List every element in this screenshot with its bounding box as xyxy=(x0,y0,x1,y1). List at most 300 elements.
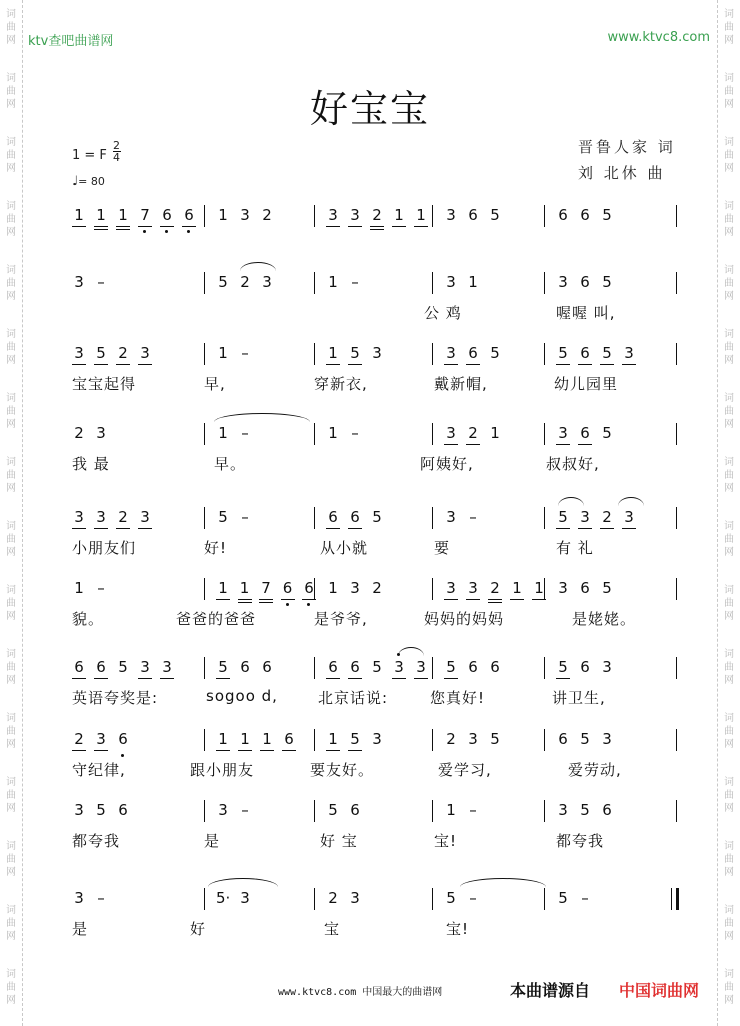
note: 5 xyxy=(556,657,570,677)
bar-line xyxy=(676,507,677,529)
watermark-glyph: 网 xyxy=(6,99,16,110)
watermark-glyph-group xyxy=(0,968,22,1007)
note: 6 xyxy=(468,658,478,676)
watermark-glyph: 曲 xyxy=(724,726,734,737)
watermark-glyph: 词 xyxy=(6,73,16,84)
watermark-glyph: 曲 xyxy=(6,662,16,673)
lyric-phrase: 是 xyxy=(204,832,221,850)
lyricist-credit: 晋鲁人家 词 xyxy=(578,138,676,156)
watermark-glyph: 网 xyxy=(724,611,734,622)
quarter-note-icon: ♩ xyxy=(72,174,79,189)
watermark-glyph-group xyxy=(0,392,22,431)
watermark-glyph: 曲 xyxy=(6,406,16,417)
note: 3 xyxy=(74,889,84,907)
watermark-glyph: 词 xyxy=(6,521,16,532)
watermark-glyph: 曲 xyxy=(724,278,734,289)
note: 6 xyxy=(578,343,592,363)
watermark-glyph: 词 xyxy=(724,137,734,148)
note: 2 xyxy=(466,423,480,443)
lyric-phrase: 是爷爷, xyxy=(314,610,368,628)
note: 1 xyxy=(468,273,478,291)
note: 3 xyxy=(444,343,458,363)
time-numerator: 2 xyxy=(113,139,120,152)
watermark-glyph: 词 xyxy=(724,329,734,340)
lyric-phrase: 您真好! xyxy=(430,689,486,707)
lyric-phrase: 戴新帽, xyxy=(434,375,488,393)
watermark-glyph: 曲 xyxy=(6,918,16,929)
bar-line xyxy=(204,657,205,679)
note: 5 xyxy=(94,343,108,363)
lyric-phrase: sogoo d, xyxy=(206,687,278,705)
score-row xyxy=(64,423,684,493)
note: 3 xyxy=(556,423,570,443)
bar-line xyxy=(544,205,545,227)
watermark-glyph-group xyxy=(718,392,740,431)
watermark-glyph-group xyxy=(718,968,740,1007)
note: 1 xyxy=(328,273,338,291)
bar-line xyxy=(314,205,315,227)
bar-line xyxy=(204,729,205,751)
watermark-glyph: 网 xyxy=(6,867,16,878)
note: 2 xyxy=(328,889,338,907)
note: 6 xyxy=(350,801,360,819)
note: – xyxy=(241,344,249,362)
note: 3 xyxy=(350,889,360,907)
bar-line xyxy=(314,729,315,751)
watermark-glyph-group xyxy=(718,904,740,943)
bar-line xyxy=(314,888,315,910)
watermark-glyph: 曲 xyxy=(6,278,16,289)
lyric-phrase: 我 最 xyxy=(72,455,110,473)
bar-line xyxy=(204,423,205,445)
lyric-phrase: 早。 xyxy=(214,455,247,473)
watermark-glyph: 曲 xyxy=(724,214,734,225)
lyric-phrase: 阿姨好, xyxy=(420,455,474,473)
lyric-phrase: 爸爸的爸爸 xyxy=(176,610,257,628)
watermark-glyph-group xyxy=(0,840,22,879)
note: 6 xyxy=(466,343,480,363)
watermark-glyph: 曲 xyxy=(6,534,16,545)
watermark-glyph: 词 xyxy=(6,329,16,340)
note: 2 xyxy=(446,730,456,748)
watermark-glyph: 曲 xyxy=(6,150,16,161)
song-title: 好宝宝 xyxy=(309,87,430,131)
note: 6 xyxy=(282,729,296,749)
key-signature: 1 = F xyxy=(72,148,107,163)
time-signature xyxy=(113,140,121,163)
bar-line xyxy=(432,800,433,822)
note: 1 xyxy=(238,729,252,749)
note: – xyxy=(97,273,105,291)
lyric-phrase: 是 xyxy=(72,920,89,938)
note: 3 xyxy=(602,658,612,676)
bar-line xyxy=(676,423,677,445)
bar-line xyxy=(432,343,433,365)
lyric-phrase: 穿新衣, xyxy=(314,375,368,393)
note: 5 xyxy=(218,273,228,291)
watermark-glyph: 网 xyxy=(724,739,734,750)
lyric-phrase: 都夸我 xyxy=(72,832,121,850)
note: 6 xyxy=(302,578,316,598)
bar-line xyxy=(544,800,545,822)
note: 1 xyxy=(116,205,130,225)
watermark-glyph-group xyxy=(0,8,22,47)
watermark-glyph: 网 xyxy=(724,483,734,494)
watermark-glyph: 词 xyxy=(6,777,16,788)
watermark-glyph: 网 xyxy=(6,675,16,686)
note: – xyxy=(241,801,249,819)
lyric-phrase: 宝 xyxy=(324,920,341,938)
bar-line xyxy=(676,729,677,751)
header-site-url[interactable]: www.ktvc8.com xyxy=(607,30,710,45)
note: 1 xyxy=(218,424,228,442)
bar-line xyxy=(314,800,315,822)
watermark-glyph: 词 xyxy=(724,73,734,84)
watermark-glyph-group xyxy=(0,456,22,495)
watermark-glyph: 网 xyxy=(724,419,734,430)
watermark-glyph-group xyxy=(718,584,740,623)
bar-line xyxy=(676,800,677,822)
note: 6 xyxy=(348,657,362,677)
composer-credit: 刘 北休 曲 xyxy=(578,164,666,182)
note: 5 xyxy=(558,889,568,907)
note: 6 xyxy=(326,657,340,677)
watermark-glyph: 网 xyxy=(724,99,734,110)
tie-slur xyxy=(558,497,584,506)
bar-line xyxy=(544,657,545,679)
note: 7 xyxy=(259,578,273,598)
note: 5 xyxy=(602,273,612,291)
note: 2 xyxy=(372,579,382,597)
note: – xyxy=(97,579,105,597)
note: 2 xyxy=(262,206,272,224)
watermark-glyph-group xyxy=(718,8,740,47)
watermark-glyph: 词 xyxy=(724,265,734,276)
lyric-phrase: 好 宝 xyxy=(320,832,358,850)
tempo-marking xyxy=(72,174,105,189)
note: 5 xyxy=(490,206,500,224)
note: 5 xyxy=(96,801,106,819)
note: 5 xyxy=(490,730,500,748)
note: – xyxy=(581,889,589,907)
note: 3 xyxy=(74,801,84,819)
note: 6 xyxy=(281,578,295,598)
note: 1 xyxy=(414,205,428,225)
note: 3 xyxy=(138,657,152,677)
note: – xyxy=(241,508,249,526)
watermark-glyph: 词 xyxy=(6,9,16,20)
watermark-glyph: 词 xyxy=(724,521,734,532)
watermark-glyph-group xyxy=(0,520,22,559)
note: 1 xyxy=(216,578,230,598)
watermark-glyph: 词 xyxy=(6,905,16,916)
note: 3 xyxy=(94,507,108,527)
note: 3 xyxy=(466,578,480,598)
watermark-glyph: 曲 xyxy=(724,534,734,545)
note: 1 xyxy=(218,206,228,224)
note: 2 xyxy=(116,343,130,363)
watermark-glyph: 曲 xyxy=(724,662,734,673)
bar-line xyxy=(544,729,545,751)
note: 1 xyxy=(326,729,340,749)
lyric-phrase: 跟小朋友 xyxy=(190,761,255,779)
note: 6 xyxy=(558,730,568,748)
watermark-glyph: 词 xyxy=(724,969,734,980)
note: 2 xyxy=(370,205,384,225)
note: 3 xyxy=(414,657,428,677)
note: 5· xyxy=(216,889,231,907)
watermark-glyph: 网 xyxy=(724,675,734,686)
bar-line xyxy=(204,578,205,600)
bar-line xyxy=(676,343,677,365)
lyric-phrase: 宝! xyxy=(434,832,458,850)
watermark-glyph: 词 xyxy=(6,457,16,468)
watermark-glyph-group xyxy=(718,712,740,751)
watermark-glyph: 词 xyxy=(724,841,734,852)
footer-brand[interactable]: 中国词曲网 xyxy=(619,981,700,1000)
watermark-glyph: 词 xyxy=(6,585,16,596)
note: 3 xyxy=(326,205,340,225)
watermark-glyph: 网 xyxy=(6,547,16,558)
watermark-glyph: 网 xyxy=(724,803,734,814)
bar-line xyxy=(544,343,545,365)
lyric-phrase: 是姥姥。 xyxy=(572,610,637,628)
watermark-glyph: 词 xyxy=(6,265,16,276)
bar-line xyxy=(204,272,205,294)
watermark-glyph: 词 xyxy=(6,649,16,660)
watermark-glyph: 网 xyxy=(724,163,734,174)
lyric-phrase: 守纪律, xyxy=(72,761,126,779)
tie-slur xyxy=(214,413,310,422)
lyric-phrase: 有 礼 xyxy=(556,539,594,557)
note: 1 xyxy=(74,579,84,597)
bar-line xyxy=(432,272,433,294)
bar-line xyxy=(432,578,433,600)
footer-url[interactable]: www.ktvc8.com 中国最大的曲谱网 xyxy=(278,987,443,998)
note: 6 xyxy=(326,507,340,527)
watermark-glyph-group xyxy=(718,264,740,303)
watermark-glyph: 网 xyxy=(6,931,16,942)
note: 3 xyxy=(468,730,478,748)
note: 1 xyxy=(326,343,340,363)
bar-line xyxy=(676,888,679,910)
score-row xyxy=(64,888,684,958)
bar-line xyxy=(676,657,677,679)
note: 6 xyxy=(116,729,130,749)
note: 6 xyxy=(262,658,272,676)
note: 5 xyxy=(372,658,382,676)
bar-line xyxy=(204,507,205,529)
watermark-glyph: 网 xyxy=(6,163,16,174)
note: 3 xyxy=(578,507,592,527)
note: 3 xyxy=(446,273,456,291)
watermark-glyph: 网 xyxy=(6,419,16,430)
bar-line xyxy=(314,343,315,365)
note: 3 xyxy=(218,801,228,819)
note: 5 xyxy=(348,729,362,749)
watermark-glyph: 网 xyxy=(6,483,16,494)
watermark-glyph: 词 xyxy=(724,649,734,660)
bar-line xyxy=(204,888,205,910)
note: 3 xyxy=(94,729,108,749)
note: 5 xyxy=(218,508,228,526)
note: 3 xyxy=(262,273,272,291)
note: 6 xyxy=(182,205,196,225)
left-margin-strip xyxy=(0,0,23,1026)
watermark-glyph: 曲 xyxy=(6,726,16,737)
watermark-glyph: 词 xyxy=(724,457,734,468)
low-octave-dot xyxy=(143,230,146,233)
note: 1 xyxy=(532,578,546,598)
lyric-phrase: 要友好。 xyxy=(310,761,375,779)
watermark-glyph-group xyxy=(718,136,740,175)
lyric-phrase: 公 鸡 xyxy=(424,304,462,322)
note: 3 xyxy=(72,343,86,363)
note: 3 xyxy=(348,205,362,225)
tie-slur xyxy=(208,878,278,887)
watermark-glyph: 曲 xyxy=(724,598,734,609)
note: 6 xyxy=(578,423,592,443)
low-octave-dot xyxy=(187,230,190,233)
note: 5 xyxy=(602,206,612,224)
bar-line xyxy=(676,578,677,600)
score-row xyxy=(64,507,684,577)
note: 5 xyxy=(328,801,338,819)
lyric-phrase: 好 xyxy=(190,920,207,938)
note: 5 xyxy=(580,730,590,748)
note: 2 xyxy=(72,729,86,749)
note: 1 xyxy=(238,578,252,598)
note: 3 xyxy=(602,730,612,748)
watermark-glyph: 网 xyxy=(6,995,16,1006)
note: – xyxy=(469,801,477,819)
tie-slur xyxy=(618,497,644,506)
note: 1 xyxy=(260,729,274,749)
bar-line xyxy=(676,272,677,294)
bar-line xyxy=(314,657,315,679)
lyric-phrase: 讲卫生, xyxy=(552,689,606,707)
final-bar-line xyxy=(671,888,672,910)
note: 1 xyxy=(490,424,500,442)
watermark-glyph: 曲 xyxy=(6,342,16,353)
watermark-glyph-group xyxy=(0,328,22,367)
watermark-glyph: 曲 xyxy=(724,790,734,801)
watermark-glyph: 网 xyxy=(6,291,16,302)
watermark-glyph: 网 xyxy=(6,739,16,750)
note: 5 xyxy=(446,889,456,907)
score-row xyxy=(64,272,684,342)
bar-line xyxy=(314,507,315,529)
bar-line xyxy=(432,205,433,227)
score-row xyxy=(64,205,684,275)
watermark-glyph: 曲 xyxy=(6,470,16,481)
bar-line xyxy=(314,272,315,294)
watermark-glyph: 曲 xyxy=(724,982,734,993)
bar-line xyxy=(314,423,315,445)
note: 1 xyxy=(94,205,108,225)
watermark-glyph: 网 xyxy=(6,355,16,366)
lyric-phrase: 幼儿园里 xyxy=(554,375,619,393)
note: 5 xyxy=(602,579,612,597)
score-row xyxy=(64,343,684,413)
note: 2 xyxy=(488,578,502,598)
low-octave-dot xyxy=(165,230,168,233)
watermark-glyph: 网 xyxy=(6,611,16,622)
note: 7 xyxy=(138,205,152,225)
bar-line xyxy=(204,800,205,822)
watermark-glyph-group xyxy=(718,648,740,687)
watermark-glyph-group xyxy=(0,776,22,815)
bar-line xyxy=(204,205,205,227)
watermark-glyph: 曲 xyxy=(6,214,16,225)
note: 6 xyxy=(94,657,108,677)
tie-slur xyxy=(460,878,546,887)
note: 1 xyxy=(216,729,230,749)
note: 3 xyxy=(96,424,106,442)
low-octave-dot xyxy=(307,603,310,606)
bar-line xyxy=(544,423,545,445)
note: 5 xyxy=(444,657,458,677)
watermark-glyph-group xyxy=(718,840,740,879)
note: 3 xyxy=(558,273,568,291)
note: 1 xyxy=(218,344,228,362)
note: 6 xyxy=(558,206,568,224)
watermark-glyph-group xyxy=(0,136,22,175)
note: 6 xyxy=(240,658,250,676)
watermark-glyph: 词 xyxy=(6,969,16,980)
watermark-glyph: 曲 xyxy=(6,982,16,993)
note: 6 xyxy=(580,206,590,224)
note: 6 xyxy=(72,657,86,677)
watermark-glyph: 曲 xyxy=(724,22,734,33)
watermark-glyph-group xyxy=(718,328,740,367)
watermark-glyph: 网 xyxy=(724,291,734,302)
tie-slur xyxy=(398,647,424,656)
watermark-glyph: 词 xyxy=(6,841,16,852)
note: – xyxy=(351,424,359,442)
note: 3 xyxy=(444,423,458,443)
note: 5 xyxy=(216,657,230,677)
note: 5 xyxy=(602,424,612,442)
note: – xyxy=(469,889,477,907)
watermark-glyph: 词 xyxy=(6,137,16,148)
watermark-glyph: 曲 xyxy=(6,854,16,865)
score-row xyxy=(64,657,684,727)
low-octave-dot xyxy=(286,603,289,606)
note: 5 xyxy=(580,801,590,819)
watermark-glyph: 曲 xyxy=(724,470,734,481)
footer-source-label: 本曲谱源自 xyxy=(510,981,591,1000)
note: 5 xyxy=(490,344,500,362)
score-row xyxy=(64,729,684,799)
watermark-glyph: 曲 xyxy=(6,598,16,609)
lyric-phrase: 妈妈的妈妈 xyxy=(424,610,505,628)
header-site-name[interactable]: ktv查吧曲谱网 xyxy=(28,34,114,49)
note: 3 xyxy=(446,206,456,224)
watermark-glyph: 词 xyxy=(6,713,16,724)
watermark-glyph: 曲 xyxy=(6,790,16,801)
note: 2 xyxy=(600,507,614,527)
note: 3 xyxy=(72,507,86,527)
note: 3 xyxy=(74,273,84,291)
bar-line xyxy=(676,205,677,227)
watermark-glyph: 曲 xyxy=(724,86,734,97)
note: 2 xyxy=(240,273,250,291)
note: 6 xyxy=(580,658,590,676)
note: 6 xyxy=(160,205,174,225)
note: 1 xyxy=(72,205,86,225)
note: 2 xyxy=(116,507,130,527)
